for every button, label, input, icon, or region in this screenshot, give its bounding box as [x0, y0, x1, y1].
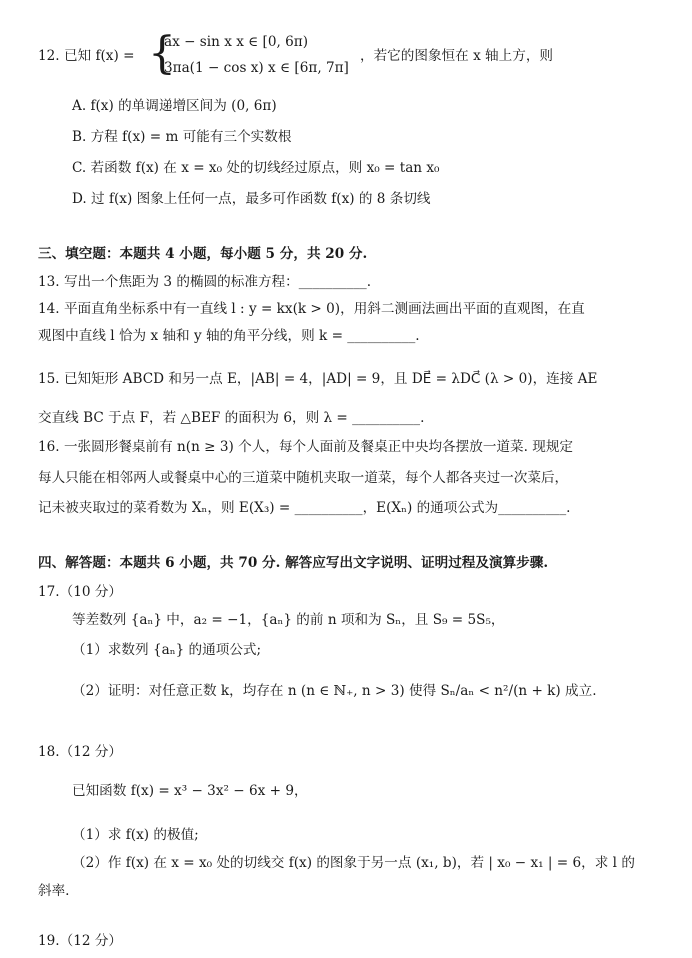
- q12-case2: 3πa(1 − cos x) x ∈ [6π, 7π]: [164, 60, 349, 76]
- q18-part2-line2: 斜率.: [38, 883, 70, 899]
- q17-part2: （2）证明：对任意正数 k，均存在 n (n ∈ ℕ₊, n > 3) 使得 Sₙ/aₙ < n²/(n + k) 成立.: [72, 683, 597, 699]
- q12-prefix: 12. 已知 f(x) =: [38, 48, 135, 64]
- q18-title: 18.（12 分）: [38, 744, 123, 760]
- q12-option-a: A. f(x) 的单调递增区间为 (0, 6π): [72, 98, 277, 114]
- q14-line2: 观图中直线 l 恰为 x 轴和 y 轴的角平分线，则 k = __________.: [38, 328, 420, 344]
- q19-title: 19.（12 分）: [38, 933, 123, 949]
- q12-suffix: ，若它的图象恒在 x 轴上方，则: [360, 48, 554, 64]
- q18-part1: （1）求 f(x) 的极值;: [72, 827, 199, 843]
- piecewise-brace: {: [148, 28, 176, 79]
- q14-line1: 14. 平面直角坐标系中有一直线 l : y = kx(k > 0)，用斜二测画法画出平面的直观图，在直: [38, 301, 585, 317]
- q12-option-b: B. 方程 f(x) = m 可能有三个实数根: [72, 129, 292, 145]
- section4-heading: 四、解答题：本题共 6 小题，共 70 分. 解答应写出文字说明、证明过程及演算步骤.: [38, 555, 549, 571]
- q15-line2: 交直线 BC 于点 F，若 △BEF 的面积为 6，则 λ = __________.: [38, 410, 425, 426]
- q16-line1: 16. 一张圆形餐桌前有 n(n ≥ 3) 个人，每个人面前及餐桌正中央均各摆放一道菜. 现规定: [38, 439, 574, 455]
- q12-option-d: D. 过 f(x) 图象上任何一点，最多可作函数 f(x) 的 8 条切线: [72, 191, 431, 207]
- q12-option-c: C. 若函数 f(x) 在 x = x₀ 处的切线经过原点，则 x₀ = tan x₀: [72, 160, 440, 176]
- q18-part2-line1: （2）作 f(x) 在 x = x₀ 处的切线交 f(x) 的图象于另一点 (x₁, b)，若 | x₀ − x₁ | = 6，求 l 的: [72, 855, 635, 871]
- q17-title: 17.（10 分）: [38, 584, 123, 600]
- q12-case1: ax − sin x x ∈ [0, 6π): [164, 34, 309, 50]
- q17-part1: （1）求数列 {aₙ} 的通项公式;: [72, 642, 262, 658]
- q15-line1: 15. 已知矩形 ABCD 和另一点 E，|AB| = 4，|AD| = 9，且 DE⃗ = λDC⃗ (λ > 0)，连接 AE: [38, 371, 598, 387]
- q18-stem: 已知函数 f(x) = x³ − 3x² − 6x + 9，: [72, 783, 308, 799]
- section3-heading: 三、填空题：本题共 4 小题，每小题 5 分，共 20 分.: [38, 246, 368, 262]
- q17-stem: 等差数列 {aₙ} 中，a₂ = −1，{aₙ} 的前 n 项和为 Sₙ，且 S₉ = 5S₅，: [72, 612, 505, 628]
- q13: 13. 写出一个焦距为 3 的椭圆的标准方程：__________.: [38, 274, 372, 290]
- q16-line2: 每人只能在相邻两人或餐桌中心的三道菜中随机夹取一道菜，每个人都各夹过一次菜后，: [38, 470, 569, 486]
- q16-line3: 记未被夹取过的菜肴数为 Xₙ，则 E(X₃) = __________，E(Xₙ) 的通项公式为__________.: [38, 500, 571, 516]
